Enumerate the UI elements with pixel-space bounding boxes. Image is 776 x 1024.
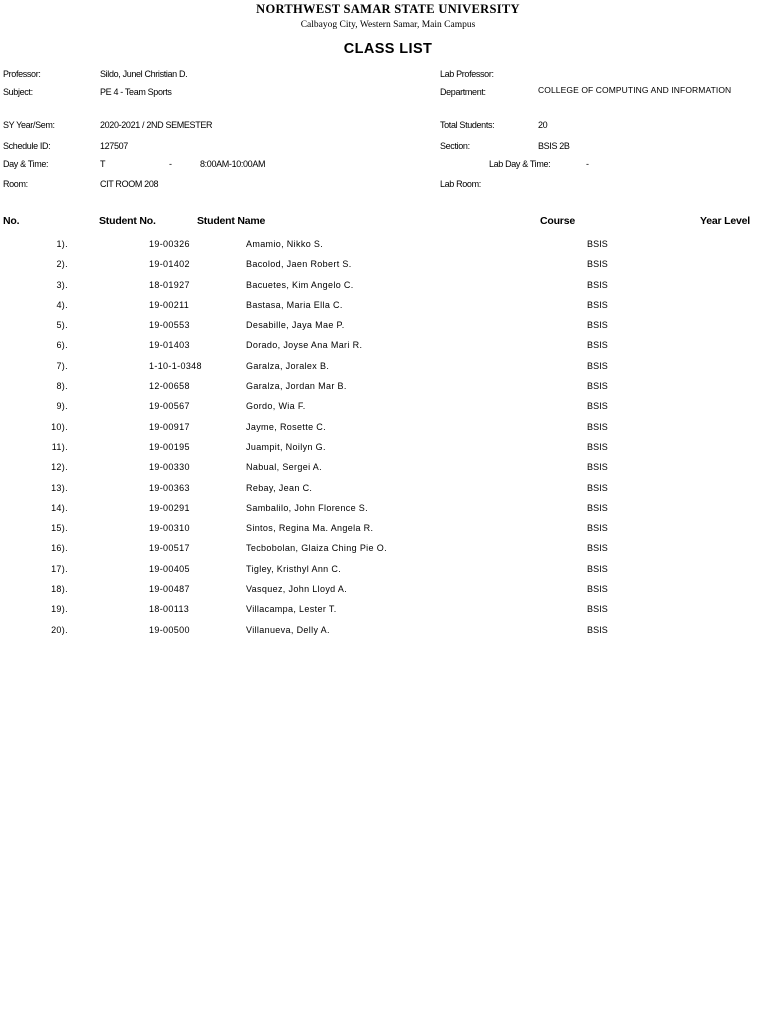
sy-label: SY Year/Sem: <box>3 120 55 130</box>
student-name: Sintos, Regina Ma. Angela R. <box>246 523 374 534</box>
schedule-id-label: Schedule ID: <box>3 141 51 151</box>
column-header-no: No. <box>3 215 20 227</box>
column-header-student-no: Student No. <box>99 215 156 227</box>
row-number: 16). <box>51 543 68 554</box>
row-number: 1). <box>56 239 68 249</box>
course: BSIS <box>587 239 608 249</box>
section-value: BSIS 2B <box>538 141 570 151</box>
table-row <box>0 318 768 338</box>
table-row <box>0 623 768 643</box>
student-name: Garalza, Joralex B. <box>246 360 330 371</box>
student-number: 19-00500 <box>149 624 190 635</box>
table-row <box>0 379 768 399</box>
table-row <box>0 602 768 622</box>
course: BSIS <box>587 340 608 351</box>
lab-professor-label: Lab Professor: <box>440 69 494 79</box>
student-number: 19-00291 <box>149 502 190 513</box>
course: BSIS <box>587 421 608 432</box>
total-students-label: Total Students: <box>440 120 495 130</box>
table-row <box>0 582 768 602</box>
row-number: 13). <box>51 482 68 493</box>
column-header-student-name: Student Name <box>197 215 266 227</box>
row-number: 20). <box>51 624 68 635</box>
campus-address: Calbayog City, Western Samar, Main Campus <box>300 20 476 30</box>
row-number: 7). <box>56 360 68 371</box>
table-row <box>0 338 768 358</box>
student-name: Garalza, Jordan Mar B. <box>246 381 347 392</box>
course: BSIS <box>587 604 608 615</box>
student-name: Jayme, Rosette C. <box>246 421 326 432</box>
student-name: Tecbobolan, Glaiza Ching Pie O. <box>246 543 387 554</box>
table-row <box>0 440 768 460</box>
lab-day-time-label: Lab Day & Time: <box>489 159 551 169</box>
student-number: 19-00326 <box>149 239 190 249</box>
course: BSIS <box>587 381 608 392</box>
student-name: Sambalilo, John Florence S. <box>246 502 369 513</box>
row-number: 2). <box>56 259 68 270</box>
student-number: 19-00553 <box>149 320 190 331</box>
lab-room-label: Lab Room: <box>440 179 481 189</box>
course: BSIS <box>587 401 608 412</box>
student-number: 19-00363 <box>149 482 190 493</box>
student-name: Bastasa, Maria Ella C. <box>246 299 343 310</box>
table-row <box>0 420 768 440</box>
student-number: 19-00517 <box>149 543 190 554</box>
student-name: Rebay, Jean C. <box>246 482 313 493</box>
table-row <box>0 481 768 501</box>
student-number: 19-00567 <box>149 401 190 412</box>
student-name: Villanueva, Delly A. <box>246 624 330 635</box>
table-row <box>0 257 768 277</box>
table-row <box>0 298 768 318</box>
student-number: 19-00330 <box>149 462 190 473</box>
table-row <box>0 237 768 257</box>
student-number: 19-00310 <box>149 523 190 534</box>
table-row <box>0 460 768 480</box>
student-number: 19-00405 <box>149 563 190 574</box>
row-number: 12). <box>51 462 68 473</box>
lab-day-time-value: - <box>586 159 589 169</box>
student-name: Gordo, Wia F. <box>246 401 306 412</box>
student-name: Vasquez, John Lloyd A. <box>246 584 348 595</box>
student-number: 18-01927 <box>149 279 190 290</box>
university-name: NORTHWEST SAMAR STATE UNIVERSITY <box>256 2 520 16</box>
course: BSIS <box>587 563 608 574</box>
student-name: Bacolod, Jaen Robert S. <box>246 259 352 270</box>
course: BSIS <box>587 279 608 290</box>
student-number: 19-00487 <box>149 584 190 595</box>
student-name: Tigley, Kristhyl Ann C. <box>246 563 342 574</box>
schedule-id-value: 127507 <box>100 141 128 151</box>
row-number: 10). <box>51 421 68 432</box>
student-number: 19-01403 <box>149 340 190 351</box>
day-value: T <box>100 159 106 169</box>
row-number: 4). <box>56 299 68 310</box>
course: BSIS <box>587 299 608 310</box>
table-row <box>0 278 768 298</box>
course: BSIS <box>587 523 608 534</box>
course: BSIS <box>587 584 608 595</box>
course: BSIS <box>587 360 608 371</box>
course: BSIS <box>587 543 608 554</box>
row-number: 9). <box>56 401 68 412</box>
row-number: 5). <box>56 320 68 331</box>
student-number: 12-00658 <box>149 381 190 392</box>
course: BSIS <box>587 462 608 473</box>
column-header-course: Course <box>540 215 575 227</box>
student-name: Nabual, Sergei A. <box>246 462 322 473</box>
department-value: COLLEGE OF COMPUTING AND INFORMATION <box>538 85 732 95</box>
day-time-separator: - <box>169 159 172 169</box>
page-title: CLASS LIST <box>343 41 433 57</box>
course: BSIS <box>587 320 608 331</box>
student-name: Dorado, Joyse Ana Mari R. <box>246 340 363 351</box>
subject-label: Subject: <box>3 87 33 97</box>
room-value: CIT ROOM 208 <box>100 179 159 189</box>
row-number: 17). <box>51 563 68 574</box>
course: BSIS <box>587 502 608 513</box>
table-row <box>0 521 768 541</box>
student-name: Amamio, Nikko S. <box>246 239 324 249</box>
student-number: 19-00195 <box>149 441 190 452</box>
subject-value: PE 4 - Team Sports <box>100 87 172 97</box>
professor-value: Sildo, Junel Christian D. <box>100 69 188 79</box>
course: BSIS <box>587 624 608 635</box>
room-label: Room: <box>3 179 28 189</box>
row-number: 19). <box>51 604 68 615</box>
sy-value: 2020-2021 / 2ND SEMESTER <box>100 120 213 130</box>
day-time-label: Day & Time: <box>3 159 49 169</box>
row-number: 11). <box>51 441 68 452</box>
time-value: 8:00AM-10:00AM <box>200 159 266 169</box>
student-number: 19-00917 <box>149 421 190 432</box>
student-table-body <box>0 237 768 643</box>
section-label: Section: <box>440 141 470 151</box>
department-label: Department: <box>440 87 486 97</box>
table-row <box>0 359 768 379</box>
course: BSIS <box>587 441 608 452</box>
student-name: Bacuetes, Kim Angelo C. <box>246 279 354 290</box>
table-row <box>0 501 768 521</box>
row-number: 8). <box>56 381 68 392</box>
student-number: 19-00211 <box>149 299 190 310</box>
total-students-value: 20 <box>538 120 548 130</box>
professor-label: Professor: <box>3 69 41 79</box>
row-number: 3). <box>56 279 68 290</box>
student-number: 19-01402 <box>149 259 190 270</box>
student-number: 1-10-1-0348 <box>149 360 202 371</box>
row-number: 15). <box>51 523 68 534</box>
table-row <box>0 541 768 561</box>
course: BSIS <box>587 259 608 270</box>
student-name: Juampit, Noilyn G. <box>246 441 326 452</box>
row-number: 18). <box>51 584 68 595</box>
column-header-year-level: Year Level <box>700 215 750 227</box>
student-name: Villacampa, Lester T. <box>246 604 337 615</box>
course: BSIS <box>587 482 608 493</box>
student-number: 18-00113 <box>149 604 190 615</box>
student-name: Desabille, Jaya Mae P. <box>246 320 345 331</box>
table-row <box>0 562 768 582</box>
row-number: 6). <box>56 340 68 351</box>
table-row <box>0 399 768 419</box>
row-number: 14). <box>51 502 68 513</box>
